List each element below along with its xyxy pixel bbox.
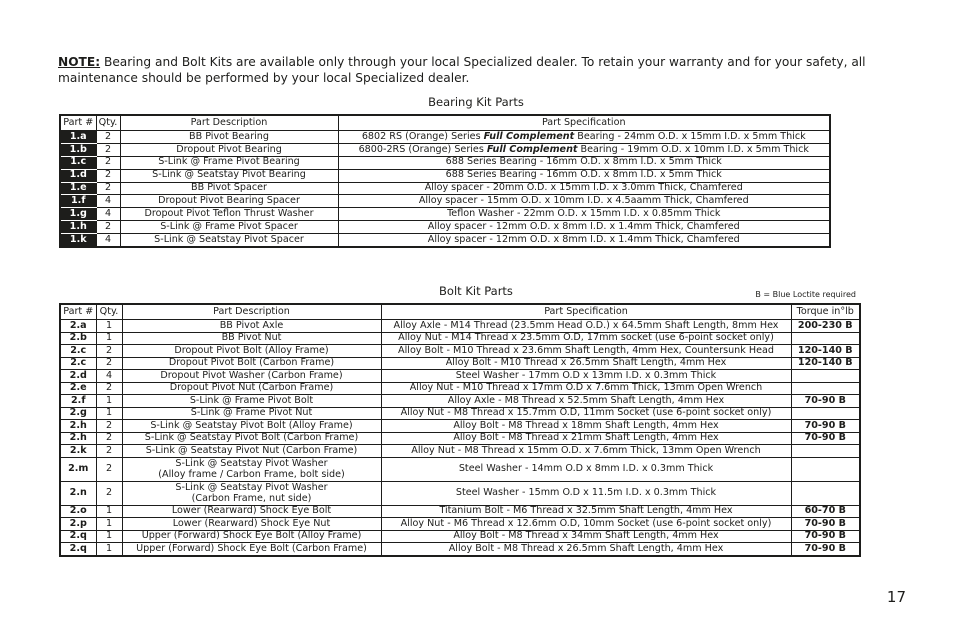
part-specification: Steel Washer - 15mm O.D x 11.5m I.D. x 0.3mm Thick [381, 481, 791, 505]
torque-value: 70-90 B [791, 432, 860, 445]
table-row [60, 445, 860, 458]
quantity: 1 [96, 320, 122, 333]
quantity: 2 [96, 382, 122, 395]
part-description: S-Link @ Frame Pivot Nut [122, 407, 381, 420]
part-number: 2.q [60, 530, 96, 543]
header-qty: Qty. [96, 115, 120, 131]
table-row [60, 221, 830, 234]
part-number: 1.h [60, 221, 96, 234]
spec-text: Alloy spacer - 12mm O.D. x 8mm I.D. x 1.4mm Thick, Chamfered [427, 233, 740, 245]
description-line-2: (Alloy frame / Carbon Frame, bolt side) [158, 469, 345, 480]
part-number: 2.c [60, 357, 96, 370]
part-description: Dropout Pivot Bearing Spacer [120, 195, 338, 208]
table-row [60, 530, 860, 543]
spec-text: Alloy spacer - 15mm O.D. x 10mm I.D. x 4.5aamm Thick, Chamfered [418, 195, 749, 207]
part-number: 2.o [60, 505, 96, 518]
torque-value [791, 457, 860, 481]
part-description: Dropout Pivot Bolt (Alloy Frame) [122, 345, 381, 358]
part-number: 2.f [60, 395, 96, 408]
part-specification: Alloy Axle - M14 Thread (23.5mm Head O.D.) x 64.5mm Shaft Length, 8mm Hex [381, 320, 791, 333]
note-text: Bearing and Bolt Kits are available only through your local Specialized dealer. To retain your warranty and for your safety, all maintenance should be performed by your local Specialized dealer. [58, 55, 866, 85]
part-description: Lower (Rearward) Shock Eye Bolt [122, 505, 381, 518]
torque-value: 120-140 B [791, 357, 860, 370]
part-specification: Alloy Nut - M14 Thread x 23.5mm O.D, 17mm socket (use 6-point socket only) [381, 332, 791, 345]
header-part: Part # [60, 115, 96, 131]
description-line: S-Link @ Seatstay Pivot Washer [175, 457, 328, 469]
quantity: 2 [96, 182, 120, 195]
part-description: S-Link @ Frame Pivot Bolt [122, 395, 381, 408]
torque-value: 70-90 B [791, 420, 860, 433]
part-specification: Alloy Bolt - M10 Thread x 26.5mm Shaft Length, 4mm Hex [381, 357, 791, 370]
part-specification: Alloy Bolt - M8 Thread x 34mm Shaft Length, 4mm Hex [381, 530, 791, 543]
table-row [60, 505, 860, 518]
table-row [60, 481, 860, 505]
part-specification [338, 234, 830, 247]
quantity: 4 [96, 370, 122, 383]
part-description: BB Pivot Spacer [120, 182, 338, 195]
torque-value: 70-90 B [791, 530, 860, 543]
quantity: 2 [96, 357, 122, 370]
part-description [122, 481, 381, 505]
part-specification: Alloy Bolt - M8 Thread x 21mm Shaft Length, 4mm Hex [381, 432, 791, 445]
torque-value: 70-90 B [791, 518, 860, 531]
table-row [60, 208, 830, 221]
spec-emphasis: Full Complement [483, 130, 575, 142]
part-description: Lower (Rearward) Shock Eye Nut [122, 518, 381, 531]
part-description: S-Link @ Seatstay Pivot Bearing [120, 169, 338, 182]
part-description: Dropout Pivot Nut (Carbon Frame) [122, 382, 381, 395]
header-specification: Part Specification [381, 304, 791, 320]
part-number: 2.h [60, 420, 96, 433]
quantity: 2 [96, 143, 120, 156]
quantity: 2 [96, 420, 122, 433]
bolt-kit-table [59, 303, 861, 557]
quantity: 1 [96, 395, 122, 408]
part-description: S-Link @ Seatstay Pivot Spacer [120, 234, 338, 247]
part-number: 1.d [60, 169, 96, 182]
part-number: 2.b [60, 332, 96, 345]
quantity: 1 [96, 332, 122, 345]
table-row [60, 420, 860, 433]
page-number: 17 [886, 588, 906, 606]
torque-value [791, 382, 860, 395]
part-specification: Alloy Nut - M8 Thread x 15.7mm O.D, 11mm Socket (use 6-point socket only) [381, 407, 791, 420]
table-row [60, 345, 860, 358]
part-specification: Alloy Bolt - M8 Thread x 18mm Shaft Length, 4mm Hex [381, 420, 791, 433]
quantity: 2 [96, 457, 122, 481]
quantity: 2 [96, 481, 122, 505]
part-specification [338, 169, 830, 182]
part-number: 2.k [60, 445, 96, 458]
dealer-note [58, 55, 898, 86]
quantity: 1 [96, 530, 122, 543]
description-line-2: (Carbon Frame, nut side) [191, 493, 312, 504]
part-number: 1.b [60, 143, 96, 156]
spec-text: 6800-2RS (Orange) Series [358, 143, 487, 155]
part-description [122, 457, 381, 481]
part-specification: Alloy Axle - M8 Thread x 52.5mm Shaft Length, 4mm Hex [381, 395, 791, 408]
torque-value: 70-90 B [791, 543, 860, 556]
part-number: 2.p [60, 518, 96, 531]
quantity: 2 [96, 156, 120, 169]
bolt-kit-title: Bolt Kit Parts [439, 284, 513, 298]
part-number: 1.a [60, 131, 96, 144]
part-description: Dropout Pivot Washer (Carbon Frame) [122, 370, 381, 383]
part-number: 1.f [60, 195, 96, 208]
part-number: 2.q [60, 543, 96, 556]
table-header-row [60, 304, 860, 320]
part-specification: Alloy Nut - M6 Thread x 12.6mm O.D, 10mm Socket (use 6-point socket only) [381, 518, 791, 531]
part-specification [338, 221, 830, 234]
torque-value: 60-70 B [791, 505, 860, 518]
table-row [60, 131, 830, 144]
table-row [60, 332, 860, 345]
part-description: S-Link @ Seatstay Pivot Bolt (Alloy Frame) [122, 420, 381, 433]
part-number: 1.k [60, 234, 96, 247]
torque-value [791, 407, 860, 420]
part-description: S-Link @ Frame Pivot Spacer [120, 221, 338, 234]
quantity: 2 [96, 445, 122, 458]
quantity: 1 [96, 407, 122, 420]
part-number: 2.e [60, 382, 96, 395]
part-specification: Alloy Bolt - M8 Thread x 26.5mm Shaft Length, 4mm Hex [381, 543, 791, 556]
spec-text: Alloy spacer - 20mm O.D. x 15mm I.D. x 3.0mm Thick, Chamfered [424, 182, 743, 194]
torque-value [791, 481, 860, 505]
description-line: S-Link @ Seatstay Pivot Washer [175, 481, 328, 493]
torque-value: 70-90 B [791, 395, 860, 408]
spec-emphasis: Full Complement [486, 143, 578, 155]
part-description: BB Pivot Nut [122, 332, 381, 345]
part-number: 2.c [60, 345, 96, 358]
part-number: 2.h [60, 432, 96, 445]
part-description: S-Link @ Frame Pivot Bearing [120, 156, 338, 169]
part-description: S-Link @ Seatstay Pivot Nut (Carbon Frame) [122, 445, 381, 458]
spec-text: 688 Series Bearing - 16mm O.D. x 8mm I.D. x 5mm Thick [445, 169, 722, 181]
part-specification: Titanium Bolt - M6 Thread x 32.5mm Shaft Length, 4mm Hex [381, 505, 791, 518]
spec-text: Alloy spacer - 12mm O.D. x 8mm I.D. x 1.4mm Thick, Chamfered [427, 220, 740, 232]
table-row [60, 182, 830, 195]
spec-text: 6802 RS (Orange) Series [361, 130, 484, 142]
part-number: 2.a [60, 320, 96, 333]
part-number: 2.g [60, 407, 96, 420]
torque-value [791, 445, 860, 458]
part-description: BB Pivot Bearing [120, 131, 338, 144]
part-specification [338, 208, 830, 221]
table-row [60, 169, 830, 182]
table-row [60, 407, 860, 420]
quantity: 2 [96, 221, 120, 234]
part-specification: Steel Washer - 14mm O.D x 8mm I.D. x 0.3mm Thick [381, 457, 791, 481]
table-row [60, 370, 860, 383]
torque-value [791, 332, 860, 345]
part-specification [338, 195, 830, 208]
table-row [60, 195, 830, 208]
part-specification [338, 156, 830, 169]
quantity: 1 [96, 505, 122, 518]
header-description: Part Description [120, 115, 338, 131]
part-number: 2.n [60, 481, 96, 505]
table-header-row [60, 115, 830, 131]
part-specification: Steel Washer - 17mm O.D x 13mm I.D. x 0.3mm Thick [381, 370, 791, 383]
part-number: 1.c [60, 156, 96, 169]
part-number: 2.m [60, 457, 96, 481]
bearing-kit-title: Bearing Kit Parts [428, 95, 524, 109]
quantity: 1 [96, 543, 122, 556]
quantity: 4 [96, 234, 120, 247]
header-qty: Qty. [96, 304, 122, 320]
table-row [60, 432, 860, 445]
quantity: 4 [96, 208, 120, 221]
header-torque: Torque in°lb [791, 304, 860, 320]
note-label: NOTE: [58, 55, 101, 69]
table-row [60, 234, 830, 247]
table-row [60, 382, 860, 395]
header-specification: Part Specification [338, 115, 830, 131]
header-description: Part Description [122, 304, 381, 320]
part-specification: Alloy Nut - M10 Thread x 17mm O.D x 7.6mm Thick, 13mm Open Wrench [381, 382, 791, 395]
part-description: BB Pivot Axle [122, 320, 381, 333]
header-part: Part # [60, 304, 96, 320]
part-description: Upper (Forward) Shock Eye Bolt (Carbon Frame) [122, 543, 381, 556]
table-row [60, 395, 860, 408]
part-number: 2.d [60, 370, 96, 383]
part-specification: Alloy Bolt - M10 Thread x 23.6mm Shaft Length, 4mm Hex, Countersunk Head [381, 345, 791, 358]
quantity: 2 [96, 169, 120, 182]
table-row [60, 143, 830, 156]
spec-text-end: Bearing - 19mm O.D. x 10mm I.D. x 5mm Thick [577, 143, 809, 155]
torque-value: 120-140 B [791, 345, 860, 358]
spec-text: 688 Series Bearing - 16mm O.D. x 8mm I.D. x 5mm Thick [445, 156, 722, 168]
table-row [60, 156, 830, 169]
part-description: Dropout Pivot Bolt (Carbon Frame) [122, 357, 381, 370]
spec-text: Teflon Washer - 22mm O.D. x 15mm I.D. x 0.85mm Thick [447, 208, 721, 220]
bearing-kit-table [59, 114, 831, 248]
part-specification [338, 131, 830, 144]
table-row [60, 518, 860, 531]
quantity: 2 [96, 345, 122, 358]
quantity: 4 [96, 195, 120, 208]
table-row [60, 457, 860, 481]
table-row [60, 320, 860, 333]
quantity: 2 [96, 432, 122, 445]
table-row [60, 357, 860, 370]
loctite-note: B = Blue Loctite required [755, 290, 856, 299]
quantity: 1 [96, 518, 122, 531]
part-specification: Alloy Nut - M8 Thread x 15mm O.D. x 7.6mm Thick, 13mm Open Wrench [381, 445, 791, 458]
part-description: Dropout Pivot Bearing [120, 143, 338, 156]
part-specification [338, 143, 830, 156]
quantity: 2 [96, 131, 120, 144]
part-description: Dropout Pivot Teflon Thrust Washer [120, 208, 338, 221]
spec-text-end: Bearing - 24mm O.D. x 15mm I.D. x 5mm Thick [574, 130, 806, 142]
part-description: Upper (Forward) Shock Eye Bolt (Alloy Frame) [122, 530, 381, 543]
part-description: S-Link @ Seatstay Pivot Bolt (Carbon Frame) [122, 432, 381, 445]
torque-value: 200-230 B [791, 320, 860, 333]
torque-value [791, 370, 860, 383]
part-specification [338, 182, 830, 195]
part-number: 1.g [60, 208, 96, 221]
part-number: 1.e [60, 182, 96, 195]
table-row [60, 543, 860, 556]
